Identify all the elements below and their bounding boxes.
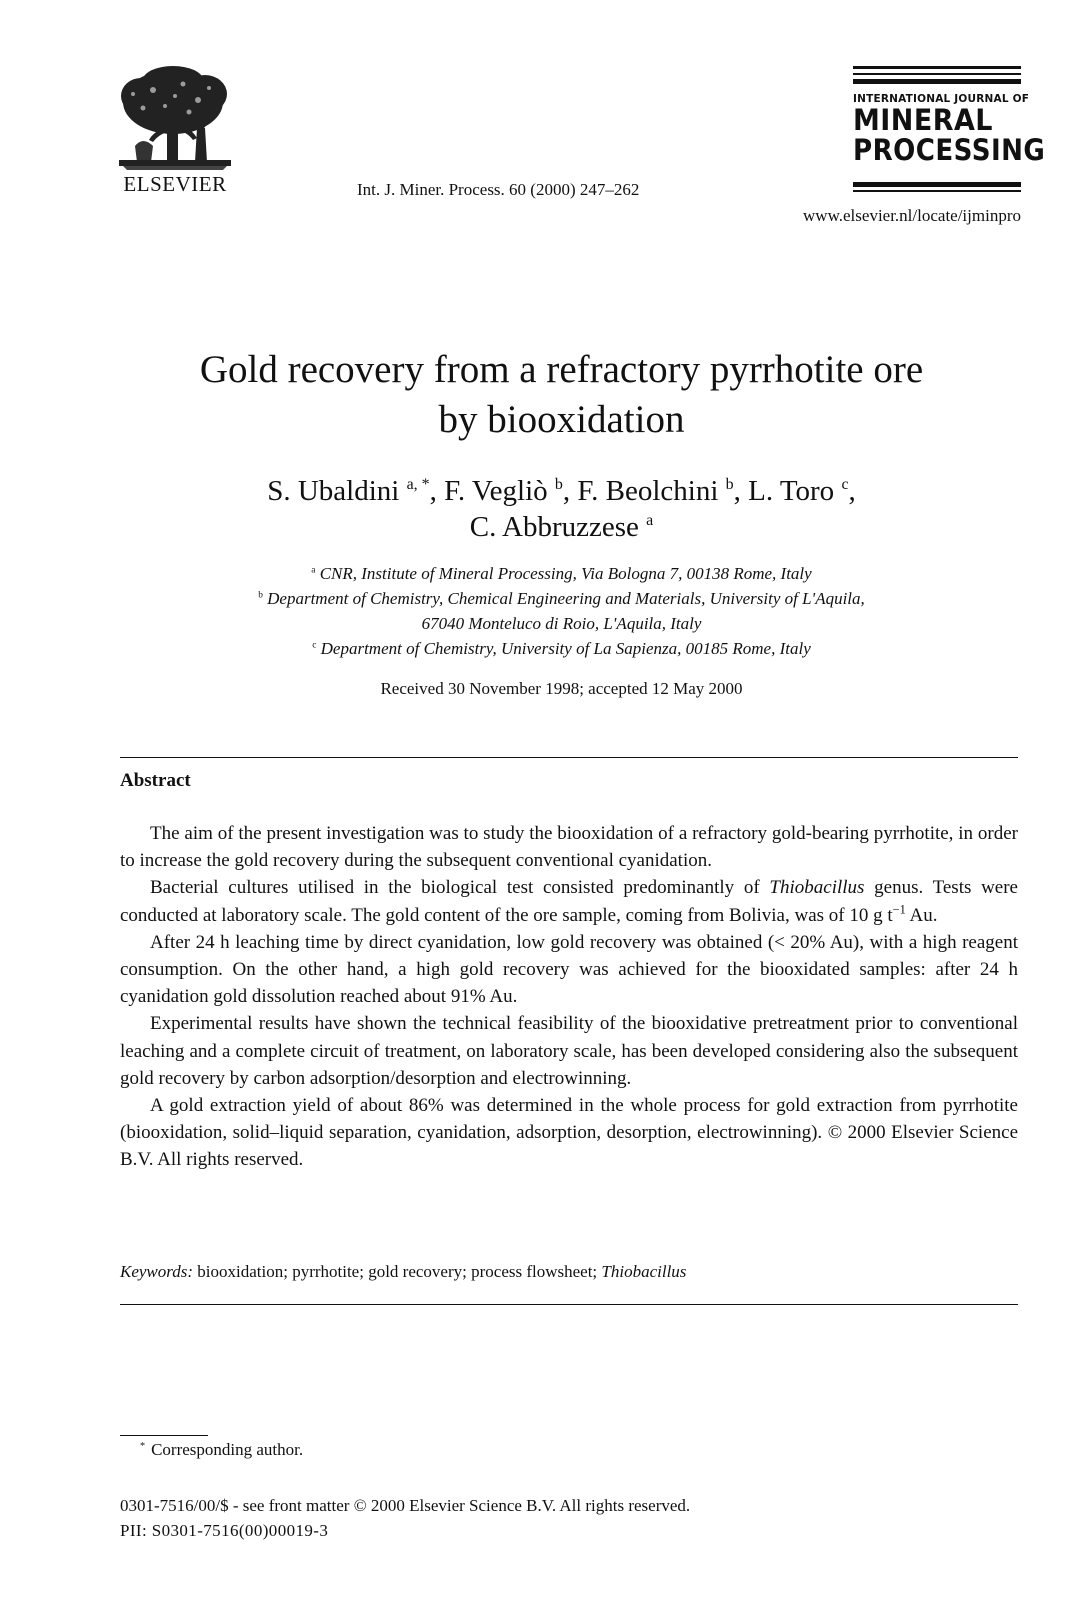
author-separator: , [429,475,445,507]
author-name: S. Ubaldini [267,475,400,507]
abstract-heading: Abstract [120,770,191,791]
abstract-bottom-divider [120,1304,1018,1305]
abstract-paragraph: The aim of the present investigation was to study the biooxidation of a refractory gold-bearing pyrrhotite, in order to increase the gold recovery during the subsequent conventional cyanidation. [120,823,1018,872]
genus-name: Thiobacillus [769,877,865,899]
title-line-2: by biooxidation [438,398,685,441]
affiliation-text: CNR, Institute of Mineral Processing, Via Bologna 7, 00138 Rome, Italy [319,564,812,583]
affiliation-mark: a [311,565,316,576]
abstract-paragraph: Experimental results have shown the technical feasibility of the biooxidative pretreatment prior to conventional leaching and a complete circuit of treatment, on laboratory scale, has been developed considering also the subsequent gold recovery by carbon adsorption/desorption and electrowinning. [120,1013,1018,1089]
author-affiliation-mark: b [725,475,734,493]
author-line-2 [40,509,1083,545]
author-separator: , [562,475,578,507]
unit-exponent: −1 [892,902,906,917]
keywords-list: biooxidation; pyrrhotite; gold recovery; process flowsheet; [193,1262,602,1281]
affiliation-text: Department of Chemistry, Chemical Engineering and Materials, University of L'Aquila, [267,589,865,608]
author-affiliation-mark: a [646,511,654,529]
keywords-label: Keywords: [120,1262,194,1281]
affiliation-c [40,636,1083,661]
abstract-text: Au. [905,904,938,926]
affiliation-b-continued: 67040 Monteluco di Roio, L'Aquila, Italy [421,614,702,633]
affiliation-mark: c [312,640,317,651]
pii-line: PII: S0301-7516(00)00019-3 [120,1521,329,1540]
publisher-name: ELSEVIER [123,172,227,196]
journal-citation: Int. J. Miner. Process. 60 (2000) 247–262 [357,180,640,199]
affiliation-a [40,561,1083,586]
affiliation-text: Department of Chemistry, University of La Sapienza, 00185 Rome, Italy [320,639,811,658]
journal-website-link[interactable]: www.elsevier.nl/locate/ijminpro [803,206,1021,225]
journal-logo-line1: INTERNATIONAL JOURNAL OF [853,93,1030,105]
received-dates: Received 30 November 1998; accepted 12 May 2000 [380,679,743,698]
author-separator: , [733,475,749,507]
author-list [0,473,1083,545]
author-affiliation-mark: a, * [406,475,430,493]
abstract-text: genus. Tests were conducted at laboratory scale. The gold content of the ore sample, coming from Bolivia, was of 10 g t [120,877,1018,926]
footnote-mark: * [140,1440,146,1452]
author-separator: , [848,475,856,507]
abstract-top-divider [120,757,1018,758]
author-affiliation-mark: c [841,475,849,493]
journal-logo-line2: MINERAL [853,103,993,137]
author-affiliation-mark: b [554,475,563,493]
issn-line: 0301-7516/00/$ - see front matter © 2000 Elsevier Science B.V. All rights reserved. [120,1496,691,1515]
affiliation-mark: b [258,590,263,601]
footnote-text: Corresponding author. [151,1440,304,1459]
author-line-1 [40,473,1083,509]
keyword-genus: Thiobacillus [601,1262,687,1281]
affiliations [0,561,1083,661]
footnote [140,1440,303,1460]
abstract-paragraph: A gold extraction yield of about 86% was determined in the whole process for gold extraction from pyrrhotite (biooxidation, solid–liquid separation, cyanidation, adsorption, desorption, electrowinning). © 2000 Elsevier Science B.V. All rights reserved. [120,1095,1018,1171]
title-line-1: Gold recovery from a refractory pyrrhotite ore [199,348,924,391]
journal-logo-line3: PROCESSING [853,133,1046,167]
article-title [0,345,1083,445]
author-name: F. Beolchini [577,475,719,507]
journal-logo [853,66,1046,202]
abstract-text: Bacterial cultures utilised in the biological test consisted predominantly of [150,877,770,899]
abstract-paragraph: After 24 h leaching time by direct cyanidation, low gold recovery was obtained (< 20% Au), with a high reagent consumption. On the other hand, a high gold recovery was achieved for the biooxidated samples: after 24 h cyanidation gold dissolution reached about 91% Au. [120,931,1018,1008]
author-name: F. Vegliò [444,475,548,507]
abstract-body [120,820,1018,1174]
keywords [120,1262,686,1282]
footnote-divider [120,1435,208,1436]
author-name: C. Abbruzzese [469,511,639,543]
affiliation-b [40,586,1083,611]
abstract-paragraph [120,874,1018,928]
author-name: L. Toro [748,475,835,507]
